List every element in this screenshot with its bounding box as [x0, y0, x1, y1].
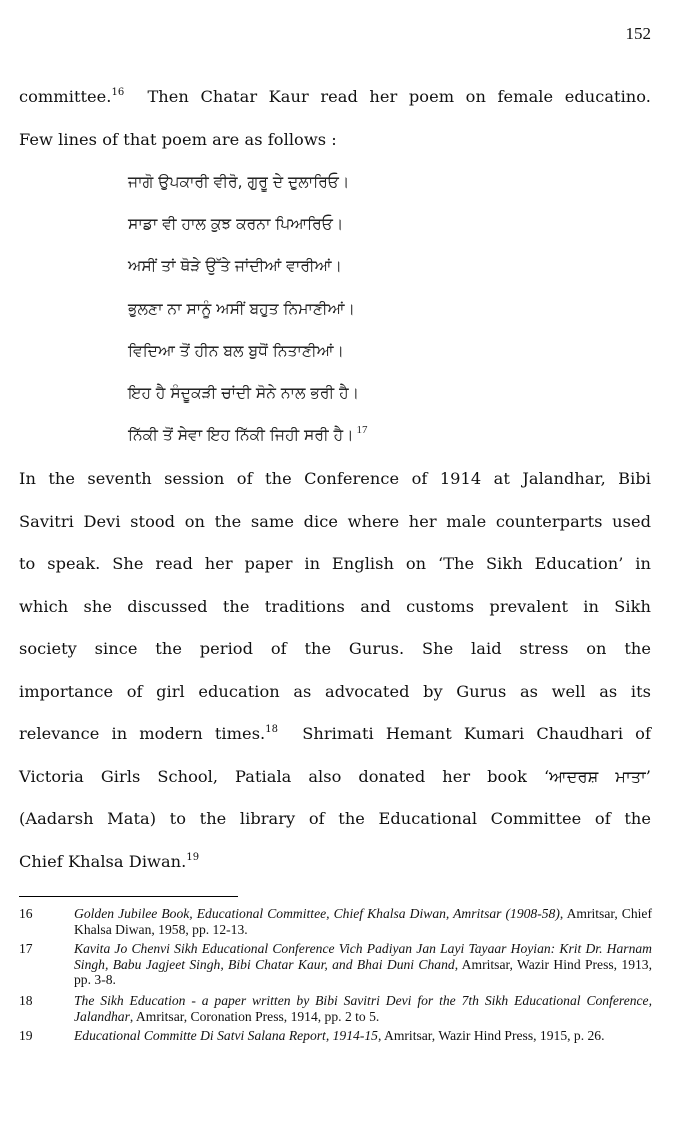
body-line: [19, 87, 651, 111]
body-text: committee.: [19, 87, 112, 106]
body-line: [19, 724, 651, 748]
footnote-number: 16: [19, 906, 33, 921]
footnote-ref[interactable]: 17: [356, 424, 368, 436]
body-line: [19, 852, 651, 876]
poem-line: ਅਸੀਂ ਤਾਂ ਥੋੜੇ ਉੱਤੇ ਜਾਂਦੀਆਂ ਵਾਰੀਆਂ।: [128, 257, 342, 275]
poem-text: ਨਿੱਕੀ ਤੋਂ ਸੇਵਾ ਇਹ ਨਿੱਕੀ ਜਿਹੀ ਸਰੀ ਹੈ।: [128, 426, 354, 444]
body-line: (Aadarsh Mata) to the library of the Educational Committee of the: [19, 809, 651, 828]
footnote-16: [19, 906, 652, 937]
footnote-separator: [19, 896, 238, 897]
footnote-title: Educational Committe Di Satvi Salana Report, 1914-15: [74, 1028, 378, 1043]
footnote-18: [19, 993, 652, 1024]
body-line: which she discussed the traditions and customs prevalent in Sikh: [19, 597, 651, 616]
footnote-ref[interactable]: 18: [265, 724, 279, 735]
body-text: Shrimati Hemant Kumari Chaudhari of: [278, 724, 651, 743]
poem-line: ਵਿਦਿਆ ਤੋਂ ਹੀਨ ਬਲ ਬੁਧੋਂ ਨਿਤਾਣੀਆਂ।: [128, 342, 344, 360]
footnote-title: Kavita Jo Chenvi Sikh Educational Conference Vich Padiyan Jan Layi Tayaar Hoyian: Krit Dr. Harnam Singh, Babu Jagjeet Singh, Bibi Chatar Kaur, and Bhai Duni Chand: [74, 941, 652, 972]
body-line: importance of girl education as advocated by Gurus as well as its: [19, 682, 651, 701]
body-line: Few lines of that poem are as follows :: [19, 130, 337, 149]
footnote-19: [19, 1028, 652, 1044]
body-text: Chief Khalsa Diwan.: [19, 852, 187, 871]
body-line: society since the period of the Gurus. She laid stress on the: [19, 639, 651, 658]
footnote-ref[interactable]: 16: [111, 87, 125, 98]
body-line: Victoria Girls School, Patiala also donated her book ‘ਆਦਰਸ਼ ਮਾਤਾ’: [19, 767, 651, 786]
poem-line: ਇਹ ਹੈ ਸੰਦੂਕੜੀ ਚਾਂਦੀ ਸੋਨੇ ਨਾਲ ਭਰੀ ਹੈ।: [128, 384, 360, 402]
page-number: 152: [625, 24, 651, 43]
poem-line: ਭੁਲਣਾ ਨਾ ਸਾਨੂੰ ਅਸੀਂ ਬਹੁਤ ਨਿਮਾਣੀਆਂ।: [128, 300, 355, 318]
footnote-title: Golden Jubilee Book, Educational Committee, Chief Khalsa Diwan, Amritsar (1908-58): [74, 906, 560, 921]
body-line: Savitri Devi stood on the same dice where her male counterparts used: [19, 512, 651, 531]
footnote-number: 19: [19, 1028, 33, 1043]
footnote-ref[interactable]: 19: [186, 852, 200, 863]
poem-line: ਜਾਗੋ ਉਪਕਾਰੀ ਵੀਰੋ, ਗੁਰੂ ਦੇ ਦੁਲਾਰਿਓ।: [128, 173, 350, 191]
body-text: relevance in modern times.: [19, 724, 266, 743]
footnote-citation: , Amritsar, Wazir Hind Press, 1915, p. 26.: [377, 1028, 605, 1043]
poem-line: ਸਾਡਾ ਵੀ ਹਾਲ ਕੁਝ ਕਰਨਾ ਪਿਆਰਿਓ।: [128, 215, 344, 233]
footnote-17: [19, 941, 652, 988]
body-line: In the seventh session of the Conference of 1914 at Jalandhar, Bibi: [19, 469, 651, 488]
footnote-citation: , Amritsar, Coronation Press, 1914, pp. 2 to 5.: [129, 1008, 380, 1024]
footnote-citation: , Amritsar, Chief Khalsa Diwan, 1958, pp. 12-13.: [74, 906, 652, 937]
poem-line: [128, 426, 368, 445]
footnote-number: 17: [19, 941, 33, 956]
footnote-title: The Sikh Education - a paper written by Bibi Savitri Devi for the 7th Sikh Educational Conference, Jalandhar: [74, 993, 652, 1024]
body-text: Then Chatar Kaur read her poem on female educatino.: [124, 87, 651, 106]
body-line: to speak. She read her paper in English on ‘The Sikh Education’ in: [19, 554, 651, 573]
footnote-number: 18: [19, 993, 33, 1008]
footnote-citation: , Amritsar, Wazir Hind Press, 1913, pp. 3-8.: [74, 956, 652, 987]
